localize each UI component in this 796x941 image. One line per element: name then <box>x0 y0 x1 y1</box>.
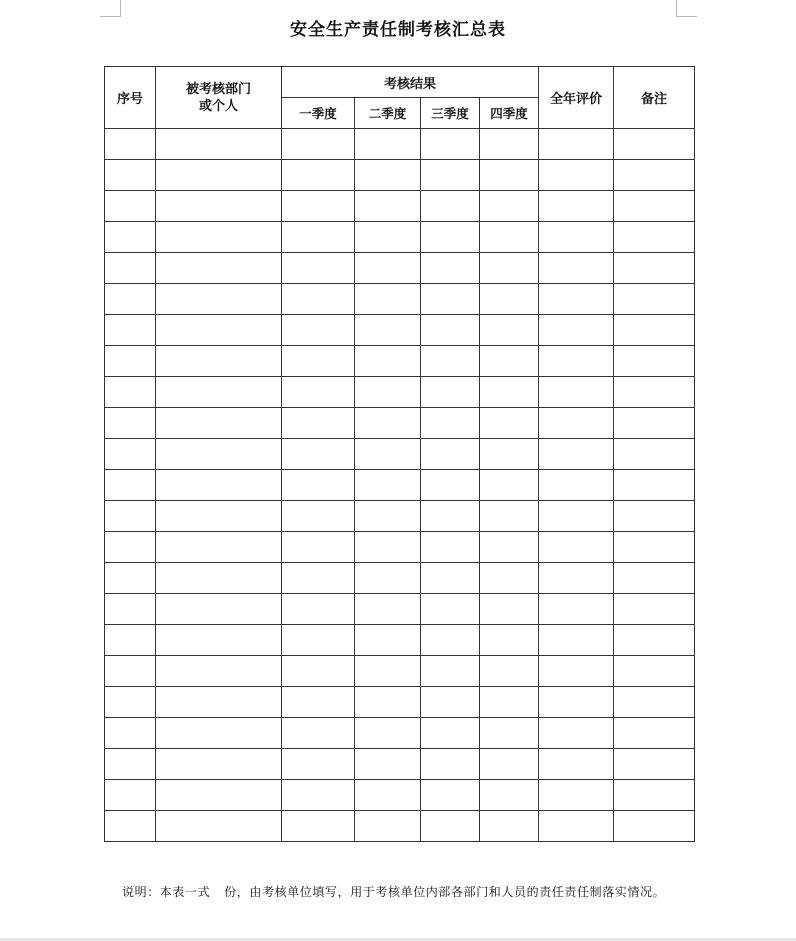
table-cell[interactable] <box>480 160 539 191</box>
table-row <box>105 222 695 253</box>
table-cell[interactable] <box>282 811 355 842</box>
table-cell[interactable] <box>355 594 421 625</box>
table-cell[interactable] <box>156 563 282 594</box>
table-cell[interactable] <box>539 811 614 842</box>
table-cell[interactable] <box>614 563 695 594</box>
table-cell[interactable] <box>421 718 480 749</box>
table-cell[interactable] <box>421 656 480 687</box>
table-cell[interactable] <box>156 470 282 501</box>
table-cell[interactable] <box>539 315 614 346</box>
table-cell[interactable] <box>156 656 282 687</box>
table-cell[interactable] <box>355 532 421 563</box>
table-cell[interactable] <box>480 346 539 377</box>
table-row <box>105 346 695 377</box>
table-cell[interactable] <box>539 408 614 439</box>
table-cell[interactable] <box>614 687 695 718</box>
table-cell[interactable] <box>282 749 355 780</box>
table-cell[interactable] <box>539 470 614 501</box>
table-row <box>105 656 695 687</box>
table-cell[interactable] <box>105 377 156 408</box>
table-cell[interactable] <box>282 315 355 346</box>
table-cell[interactable] <box>355 470 421 501</box>
table-row <box>105 315 695 346</box>
table-row <box>105 594 695 625</box>
table-cell[interactable] <box>421 222 480 253</box>
table-cell[interactable] <box>355 222 421 253</box>
table-cell[interactable] <box>282 222 355 253</box>
table-cell[interactable] <box>282 687 355 718</box>
table-cell[interactable] <box>105 346 156 377</box>
table-cell[interactable] <box>156 625 282 656</box>
table-cell[interactable] <box>480 501 539 532</box>
table-cell[interactable] <box>421 811 480 842</box>
table-cell[interactable] <box>282 439 355 470</box>
table-cell[interactable] <box>614 749 695 780</box>
table-cell[interactable] <box>355 656 421 687</box>
table-cell[interactable] <box>355 811 421 842</box>
table-cell[interactable] <box>421 780 480 811</box>
table-cell[interactable] <box>282 532 355 563</box>
table-cell[interactable] <box>355 253 421 284</box>
table-body <box>105 129 695 842</box>
table-cell[interactable] <box>156 160 282 191</box>
table-cell[interactable] <box>282 284 355 315</box>
table-cell[interactable] <box>282 191 355 222</box>
table-cell[interactable] <box>614 253 695 284</box>
table-cell[interactable] <box>105 253 156 284</box>
table-cell[interactable] <box>156 129 282 160</box>
table-cell[interactable] <box>614 532 695 563</box>
note-part2: 份，由考核单位填写，用于考核单位内部各部门和人员的责任责任制落实情况。 <box>224 885 666 899</box>
table-cell[interactable] <box>355 501 421 532</box>
table-cell[interactable] <box>156 439 282 470</box>
table-cell[interactable] <box>539 687 614 718</box>
table-row <box>105 284 695 315</box>
table-cell[interactable] <box>480 253 539 284</box>
table-cell[interactable] <box>156 191 282 222</box>
table-cell[interactable] <box>105 563 156 594</box>
table-cell[interactable] <box>539 129 614 160</box>
table-cell[interactable] <box>105 408 156 439</box>
table-cell[interactable] <box>480 191 539 222</box>
table-cell[interactable] <box>105 470 156 501</box>
table-cell[interactable] <box>156 718 282 749</box>
table-cell[interactable] <box>355 780 421 811</box>
table-cell[interactable] <box>421 129 480 160</box>
table-cell[interactable] <box>539 625 614 656</box>
table-cell[interactable] <box>480 129 539 160</box>
table-row <box>105 501 695 532</box>
header-assessee <box>156 67 282 129</box>
table-row <box>105 532 695 563</box>
table-cell[interactable] <box>480 377 539 408</box>
table-cell[interactable] <box>421 191 480 222</box>
table-cell[interactable] <box>539 222 614 253</box>
table-cell[interactable] <box>282 408 355 439</box>
table-cell[interactable] <box>105 656 156 687</box>
table-cell[interactable] <box>105 222 156 253</box>
table-cell[interactable] <box>539 749 614 780</box>
table-cell[interactable] <box>480 594 539 625</box>
table-cell[interactable] <box>282 346 355 377</box>
table-cell[interactable] <box>105 160 156 191</box>
table-cell[interactable] <box>614 594 695 625</box>
table-row <box>105 191 695 222</box>
table-row <box>105 470 695 501</box>
table-cell[interactable] <box>539 439 614 470</box>
table-cell[interactable] <box>105 718 156 749</box>
table-cell[interactable] <box>421 687 480 718</box>
table-cell[interactable] <box>355 718 421 749</box>
table-row <box>105 687 695 718</box>
table-cell[interactable] <box>539 656 614 687</box>
table-cell[interactable] <box>105 811 156 842</box>
table-cell[interactable] <box>105 687 156 718</box>
table-cell[interactable] <box>355 191 421 222</box>
table-cell[interactable] <box>539 346 614 377</box>
table-cell[interactable] <box>282 656 355 687</box>
table-cell[interactable] <box>105 625 156 656</box>
table-cell[interactable] <box>355 377 421 408</box>
table-cell[interactable] <box>614 625 695 656</box>
table-cell[interactable] <box>480 780 539 811</box>
table-cell[interactable] <box>480 222 539 253</box>
table-cell[interactable] <box>614 191 695 222</box>
table-row <box>105 563 695 594</box>
table-cell[interactable] <box>614 656 695 687</box>
table-cell[interactable] <box>539 532 614 563</box>
table-cell[interactable] <box>156 780 282 811</box>
table-cell[interactable] <box>282 501 355 532</box>
table-cell[interactable] <box>539 191 614 222</box>
table-cell[interactable] <box>421 532 480 563</box>
table-row <box>105 780 695 811</box>
header-q4: 四季度 <box>480 98 539 129</box>
table-cell[interactable] <box>480 532 539 563</box>
table-row <box>105 129 695 160</box>
table-cell[interactable] <box>480 563 539 594</box>
table-cell[interactable] <box>539 377 614 408</box>
table-cell[interactable] <box>421 284 480 315</box>
header-serial: 序号 <box>105 67 156 129</box>
table-cell[interactable] <box>614 377 695 408</box>
table-cell[interactable] <box>480 718 539 749</box>
table-cell[interactable] <box>614 718 695 749</box>
table-cell[interactable] <box>421 346 480 377</box>
table-cell[interactable] <box>355 160 421 191</box>
table-header-row <box>105 67 695 98</box>
table-cell[interactable] <box>421 315 480 346</box>
header-results-group: 考核结果 <box>282 67 539 98</box>
table-cell[interactable] <box>355 408 421 439</box>
table-cell[interactable] <box>480 439 539 470</box>
table-cell[interactable] <box>480 625 539 656</box>
table-cell[interactable] <box>156 501 282 532</box>
table-cell[interactable] <box>156 222 282 253</box>
table-cell[interactable] <box>156 253 282 284</box>
table-cell[interactable] <box>480 408 539 439</box>
table-cell[interactable] <box>282 129 355 160</box>
table-cell[interactable] <box>282 718 355 749</box>
table-cell[interactable] <box>282 563 355 594</box>
table-cell[interactable] <box>614 315 695 346</box>
table-cell[interactable] <box>480 470 539 501</box>
table-cell[interactable] <box>156 532 282 563</box>
table-cell[interactable] <box>355 749 421 780</box>
table-cell[interactable] <box>355 284 421 315</box>
table-cell[interactable] <box>282 470 355 501</box>
table-cell[interactable] <box>105 594 156 625</box>
table-cell[interactable] <box>282 594 355 625</box>
table-cell[interactable] <box>105 284 156 315</box>
table-cell[interactable] <box>421 594 480 625</box>
table-cell[interactable] <box>105 191 156 222</box>
table-cell[interactable] <box>156 284 282 315</box>
table-row <box>105 253 695 284</box>
table-cell[interactable] <box>105 749 156 780</box>
table-cell[interactable] <box>539 284 614 315</box>
table-cell[interactable] <box>480 315 539 346</box>
document-title: 安全生产责任制考核汇总表 <box>290 20 506 40</box>
table-cell[interactable] <box>282 780 355 811</box>
table-cell[interactable] <box>480 656 539 687</box>
table-row <box>105 408 695 439</box>
table-cell[interactable] <box>614 811 695 842</box>
table-cell[interactable] <box>614 501 695 532</box>
table-cell[interactable] <box>156 811 282 842</box>
table-cell[interactable] <box>355 129 421 160</box>
table-row <box>105 811 695 842</box>
table-cell[interactable] <box>156 408 282 439</box>
table-cell[interactable] <box>282 253 355 284</box>
table-cell[interactable] <box>539 160 614 191</box>
table-cell[interactable] <box>539 594 614 625</box>
table-cell[interactable] <box>614 346 695 377</box>
table-cell[interactable] <box>421 408 480 439</box>
table-cell[interactable] <box>355 687 421 718</box>
table-cell[interactable] <box>614 129 695 160</box>
table-cell[interactable] <box>105 315 156 346</box>
table-cell[interactable] <box>539 253 614 284</box>
table-cell[interactable] <box>614 780 695 811</box>
table-row <box>105 749 695 780</box>
table-cell[interactable] <box>480 687 539 718</box>
table-cell[interactable] <box>614 160 695 191</box>
table-cell[interactable] <box>539 501 614 532</box>
table-cell[interactable] <box>480 749 539 780</box>
table-row <box>105 625 695 656</box>
table-row <box>105 160 695 191</box>
table-cell[interactable] <box>421 160 480 191</box>
header-remarks: 备注 <box>614 67 695 129</box>
header-q3: 三季度 <box>421 98 480 129</box>
table-cell[interactable] <box>355 563 421 594</box>
table-cell[interactable] <box>421 253 480 284</box>
header-q2: 二季度 <box>355 98 421 129</box>
header-assessee-line1: 被考核部门 <box>185 81 251 97</box>
header-assessee-line2: 或个人 <box>198 98 238 114</box>
table-cell[interactable] <box>282 160 355 191</box>
table-cell[interactable] <box>614 284 695 315</box>
table-cell[interactable] <box>105 532 156 563</box>
table-cell[interactable] <box>156 377 282 408</box>
table-cell[interactable] <box>539 563 614 594</box>
table-cell[interactable] <box>421 501 480 532</box>
table-cell[interactable] <box>480 811 539 842</box>
table-cell[interactable] <box>105 439 156 470</box>
table-cell[interactable] <box>105 780 156 811</box>
table-cell[interactable] <box>614 222 695 253</box>
table-cell[interactable] <box>105 501 156 532</box>
table-cell[interactable] <box>156 594 282 625</box>
table-cell[interactable] <box>156 346 282 377</box>
table-cell[interactable] <box>355 439 421 470</box>
table-cell[interactable] <box>539 718 614 749</box>
table-cell[interactable] <box>355 315 421 346</box>
table-row <box>105 718 695 749</box>
assessment-summary-table <box>104 66 695 842</box>
table-cell[interactable] <box>156 749 282 780</box>
table-cell[interactable] <box>421 563 480 594</box>
table-cell[interactable] <box>105 129 156 160</box>
table-cell[interactable] <box>355 625 421 656</box>
table-cell[interactable] <box>614 439 695 470</box>
note-part1: 说明：本表一式 <box>122 885 211 899</box>
table-cell[interactable] <box>421 625 480 656</box>
table-cell[interactable] <box>282 625 355 656</box>
table-row <box>105 439 695 470</box>
table-cell[interactable] <box>614 470 695 501</box>
table-cell[interactable] <box>156 687 282 718</box>
table-cell[interactable] <box>480 284 539 315</box>
table-cell[interactable] <box>614 408 695 439</box>
table-cell[interactable] <box>539 780 614 811</box>
table-cell[interactable] <box>421 749 480 780</box>
table-row <box>105 377 695 408</box>
explanatory-note <box>122 878 682 906</box>
table-cell[interactable] <box>355 346 421 377</box>
table-cell[interactable] <box>282 377 355 408</box>
header-q1: 一季度 <box>282 98 355 129</box>
table-cell[interactable] <box>421 439 480 470</box>
table-cell[interactable] <box>421 470 480 501</box>
header-annual-evaluation: 全年评价 <box>539 67 614 129</box>
table-cell[interactable] <box>421 377 480 408</box>
table-cell[interactable] <box>156 315 282 346</box>
